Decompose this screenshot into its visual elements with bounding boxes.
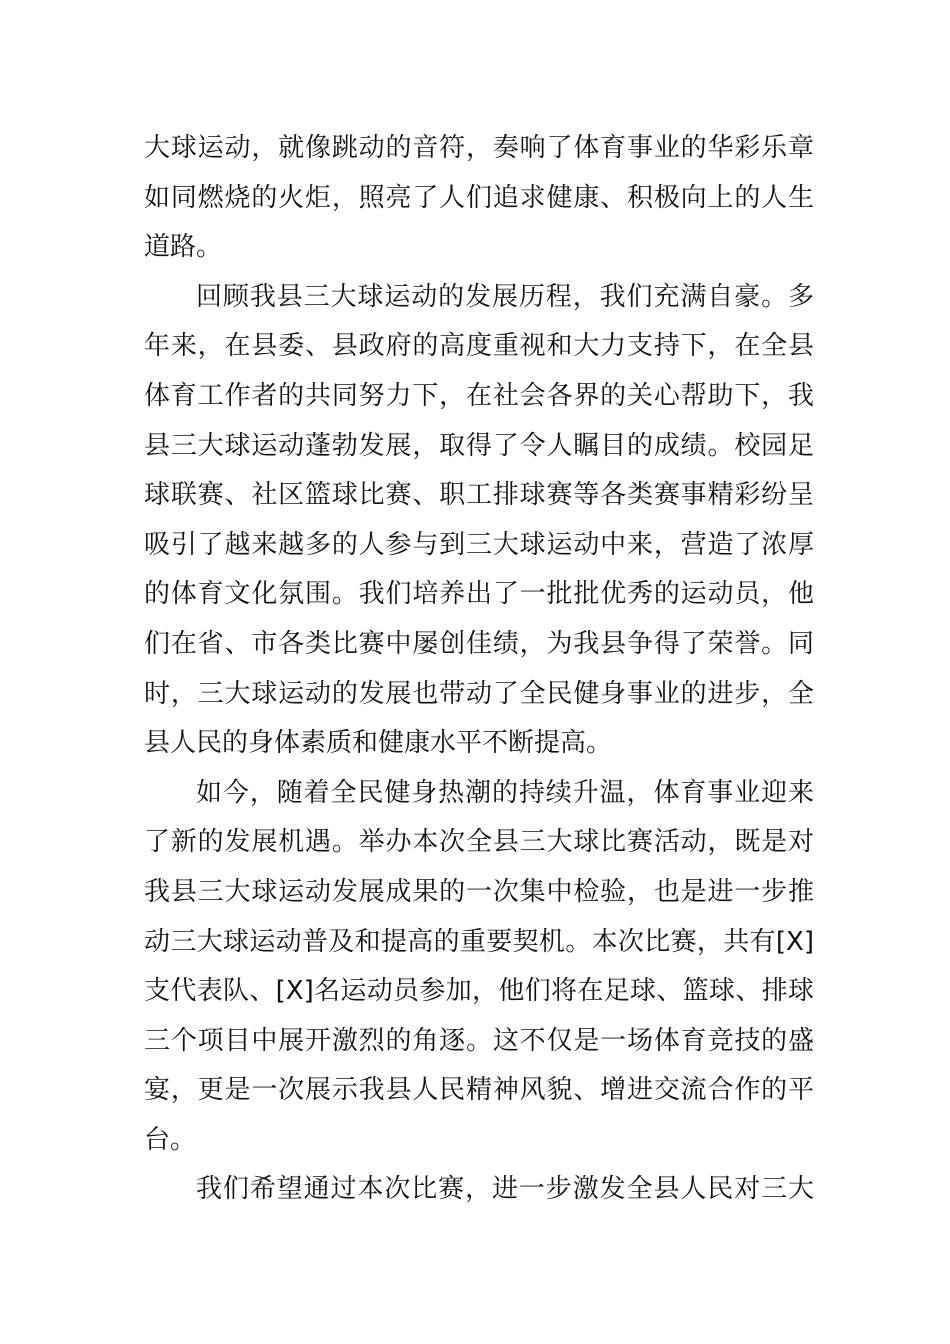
text-line: 了新的发展机遇。举办本次全县三大球比赛活动，既是对 (144, 827, 814, 858)
text-line: 时，三大球运动的发展也带动了全民健身事业的进步，全 (144, 678, 814, 709)
text-line: 年来，在县委、县政府的高度重视和大力支持下，在全县 (144, 331, 814, 362)
text-line: 回顾我县三大球运动的发展历程，我们充满自豪。多 (196, 281, 814, 312)
text-line: 体育工作者的共同努力下，在社会各界的关心帮助下，我 (144, 380, 814, 411)
text-line: 们在省、市各类比赛中屡创佳绩，为我县争得了荣誉。同 (144, 628, 814, 659)
text-line: 球联赛、社区篮球比赛、职工排球赛等各类赛事精彩纷呈 (144, 480, 814, 511)
text-line: 大球运动，就像跳动的音符，奏响了体育事业的华彩乐章 (144, 133, 814, 163)
text-line: 宴，更是一次展示我县人民精神风貌、增进交流合作的平 (144, 1075, 814, 1106)
body-text (144, 124, 814, 1215)
text-line: 如同燃烧的火炬，照亮了人们追求健康、积极向上的人生 (144, 182, 814, 213)
text-line: 的体育文化氛围。我们培养出了一批批优秀的运动员，他 (144, 579, 814, 610)
text-line: 我县三大球运动发展成果的一次集中检验，也是进一步推 (144, 876, 814, 907)
text-line: 台。 (144, 1124, 197, 1155)
text-line: 我们希望通过本次比赛，进一步激发全县人民对三大 (196, 1174, 814, 1205)
text-line: 支代表队、[X]名运动员参加，他们将在足球、篮球、排球 (144, 976, 814, 1007)
text-line: 如今，随着全民健身热潮的持续升温，体育事业迎来 (196, 777, 814, 808)
text-line: 动三大球运动普及和提高的重要契机。本次比赛，共有[X] (144, 926, 814, 957)
text-line: 县人民的身体素质和健康水平不断提高。 (144, 728, 613, 759)
text-line: 县三大球运动蓬勃发展，取得了令人瞩目的成绩。校园足 (144, 430, 814, 461)
text-line: 道路。 (144, 232, 223, 263)
text-line: 吸引了越来越多的人参与到三大球运动中来，营造了浓厚 (144, 529, 814, 560)
text-line: 三个项目中展开激烈的角逐。这不仅是一场体育竞技的盛 (144, 1025, 814, 1056)
